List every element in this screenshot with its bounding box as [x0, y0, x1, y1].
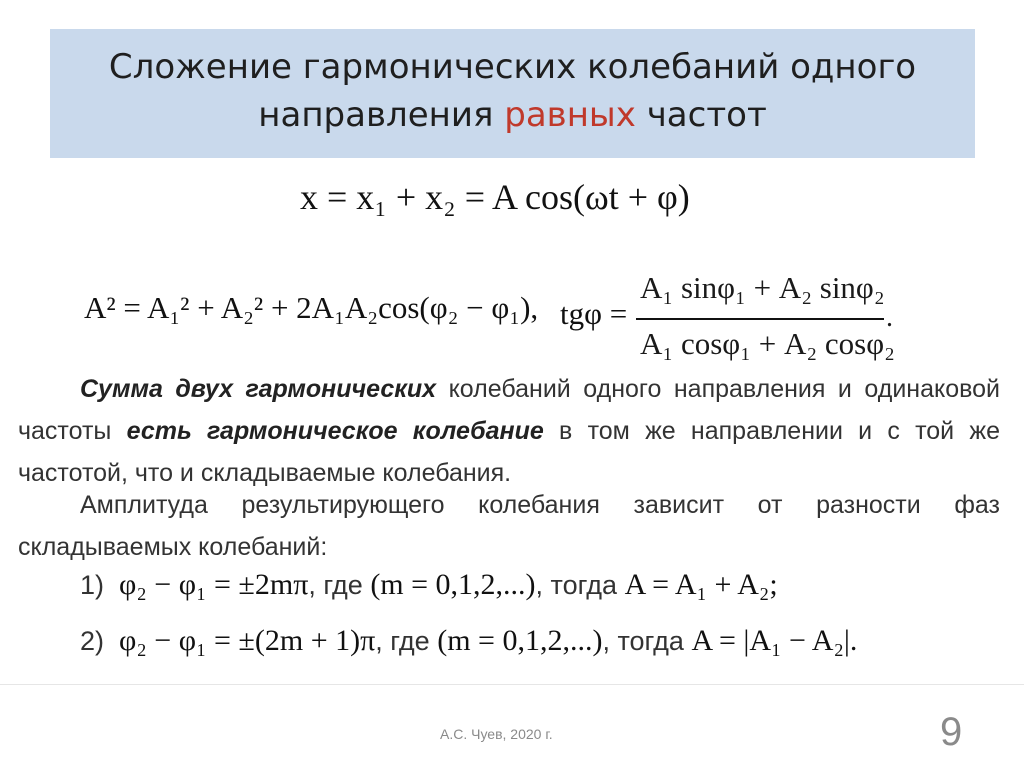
paragraph-amplitude: Амплитуда результирующего колебания зависит от разности фаз складываемых колебаний: — [18, 491, 1000, 561]
title-box — [50, 29, 975, 158]
item-1-where: , где — [308, 570, 363, 600]
formula-phase-denominator: A₁ cosφ₁ + A₂ cosφ₂ — [640, 326, 895, 361]
item-1-number: 1) — [80, 570, 105, 600]
item-1-result: A = A₁ + A₂ — [624, 568, 770, 601]
item-2-condition: φ₂ − φ₁ = ±(2m + 1)π — [119, 624, 376, 657]
formula-amplitude: A² = A₁² + A₂² + 2A₁A₂cos(φ₂ − φ₁), — [84, 290, 539, 325]
list-item-1 — [80, 568, 778, 602]
item-2-number: 2) — [80, 626, 105, 656]
item-2-result: A = |A₁ − A₂| — [691, 624, 850, 657]
slide-title-line-2 — [50, 95, 975, 135]
bold-phrase-1: Сумма двух гармонических — [80, 375, 437, 403]
formula-sum: x = x₁ + x₂ = A cos(ωt + φ) — [300, 177, 690, 217]
item-2-then: , тогда — [602, 626, 684, 656]
item-1-condition: φ₂ − φ₁ = ±2mπ — [119, 568, 309, 601]
paragraph1-text-2: в том же направлении и с той же частотой, что и складываемые колебания. — [18, 417, 1000, 487]
title-text-after: частот — [635, 95, 767, 135]
item-2-end: . — [849, 624, 858, 657]
item-2-range: (m = 0,1,2,...) — [437, 624, 603, 657]
item-1-then: , тогда — [535, 570, 618, 600]
list-item-2 — [80, 624, 857, 658]
slide-title-line-1: Сложение гармонических колебаний одного — [108, 47, 917, 87]
formula-phase-end: . — [886, 302, 893, 333]
bold-phrase-2: есть гармоническое колебание — [126, 417, 544, 445]
title-highlight-word: равных — [504, 95, 636, 135]
fraction-bar — [636, 318, 884, 320]
formula-phase-lhs: tgφ = — [560, 296, 628, 331]
title-text-before: направления — [258, 95, 505, 135]
paragraph1-text-1: колебаний одного направления и одинаковой частоты — [18, 375, 1000, 445]
paragraph-sum-statement — [18, 368, 1000, 494]
footer-author: А.С. Чуев, 2020 г. — [440, 726, 553, 742]
item-1-end: ; — [769, 568, 778, 601]
footer-divider — [0, 684, 1024, 685]
formula-phase-numerator: A₁ sinφ₁ + A₂ sinφ₂ — [640, 270, 885, 305]
item-2-where: , где — [375, 626, 430, 656]
item-1-range: (m = 0,1,2,...) — [370, 568, 536, 601]
page-number: 9 — [940, 710, 963, 754]
